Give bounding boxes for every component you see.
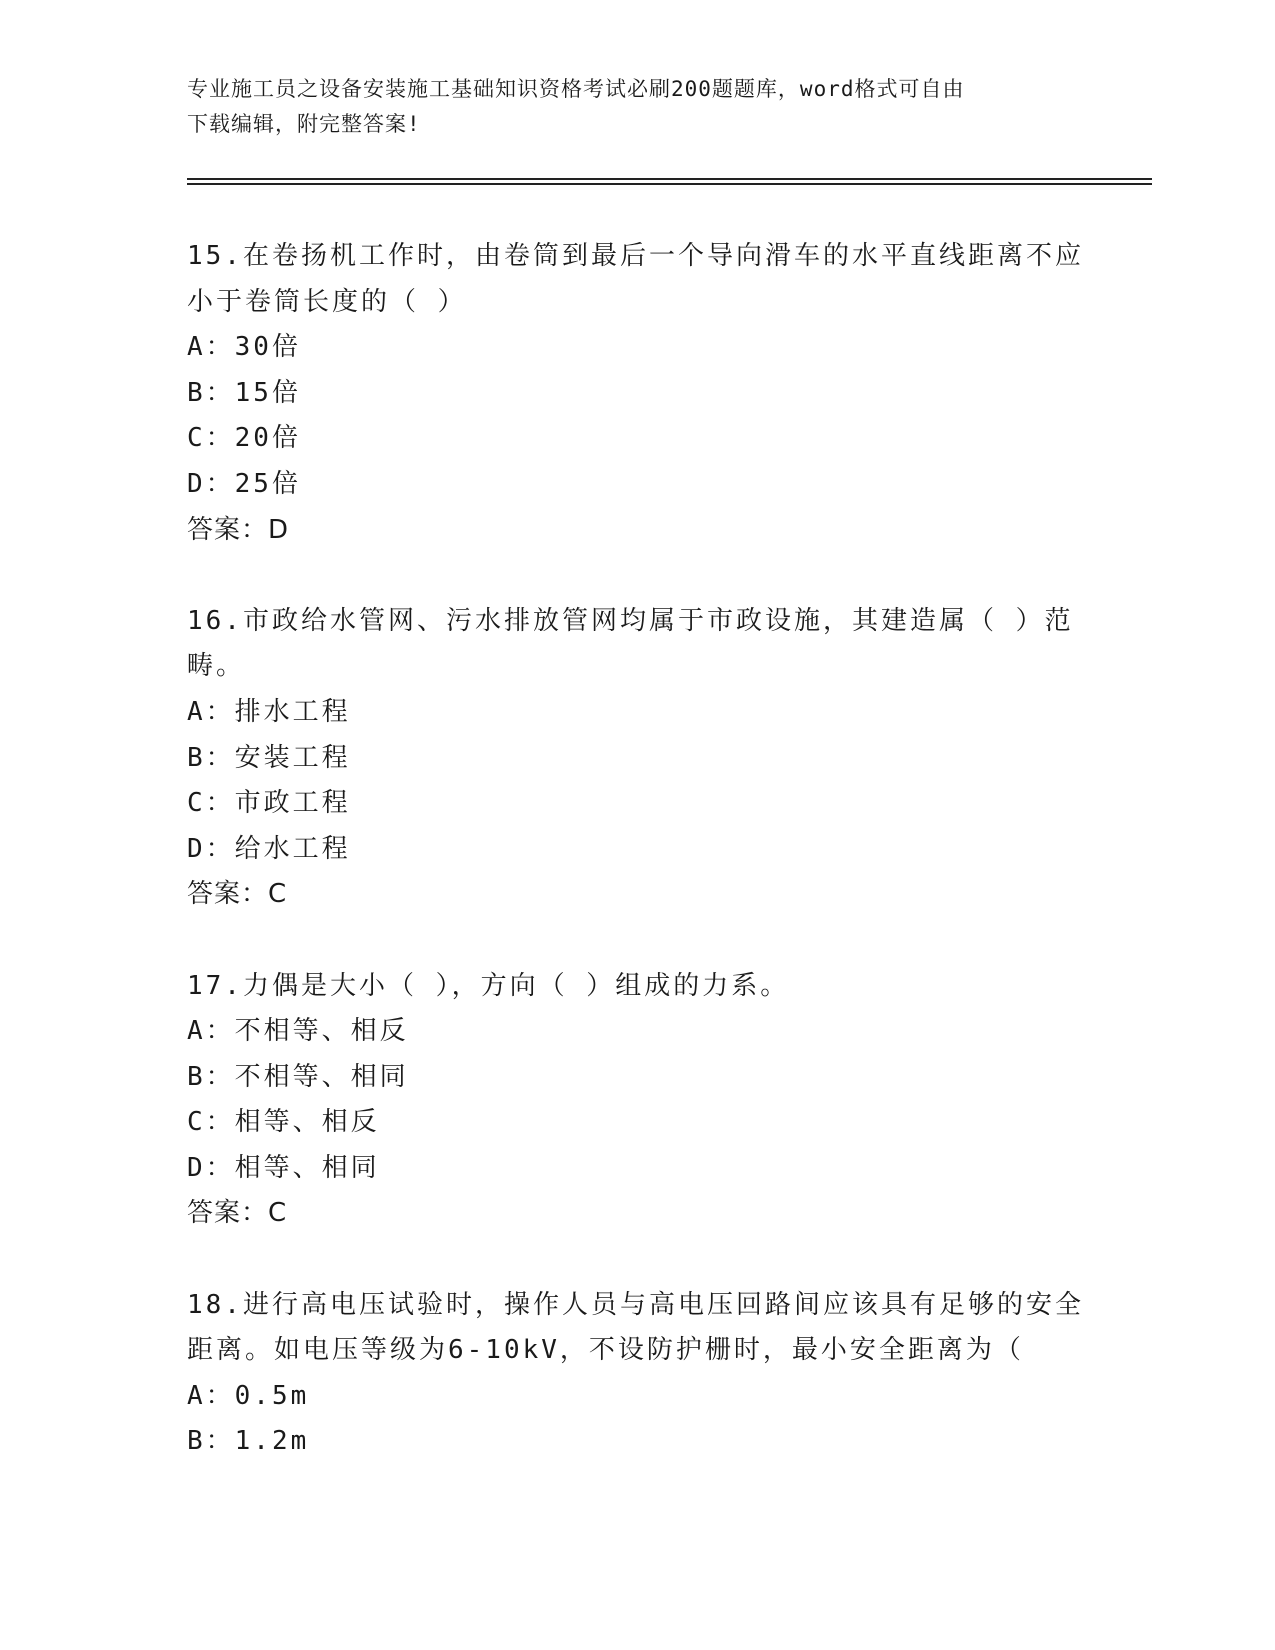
- document-header: [187, 72, 1087, 142]
- answer: 答案：C: [187, 1198, 288, 1229]
- answer: 答案：D: [187, 514, 290, 545]
- header-divider-bottom: [187, 183, 1152, 185]
- question-stem: 15.在卷扬机工作时，由卷筒到最后一个导向滑车的水平直线距离不应: [187, 241, 1084, 271]
- question-stem: 距离。如电压等级为6-10kV，不设防护栅时，最小安全距离为（: [187, 1335, 1024, 1366]
- question-stem: 畴。: [187, 651, 246, 682]
- question-stem: 18.进行高电压试验时，操作人员与高电压回路间应该具有足够的安全: [187, 1289, 1084, 1320]
- question-list: [187, 234, 1084, 1465]
- option-b: B：1.2m: [187, 1426, 310, 1457]
- option-d: D：给水工程: [187, 833, 351, 864]
- option-b: B：15倍: [187, 377, 301, 408]
- option-c: C：20倍: [187, 423, 301, 454]
- question-17: [187, 964, 1067, 1283]
- option-b: B：不相等、相同: [187, 1061, 409, 1092]
- option-d: D：相等、相同: [187, 1152, 380, 1183]
- question-stem: 17.力偶是大小（ ），方向（ ）组成的力系。: [187, 970, 790, 1001]
- question-stem: 16.市政给水管网、污水排放管网均属于市政设施，其建造属（ ）范: [187, 605, 1074, 636]
- option-b: B：安装工程: [187, 742, 351, 773]
- header-line-2: 下载编辑，附完整答案!: [187, 112, 421, 136]
- option-a: A：0.5m: [187, 1380, 310, 1411]
- option-c: C：市政工程: [187, 788, 351, 819]
- question-16: [187, 599, 1074, 964]
- option-d: D：25倍: [187, 468, 301, 499]
- option-a: A：不相等、相反: [187, 1016, 409, 1047]
- question-18: [187, 1283, 1084, 1465]
- question-stem: 小于卷筒长度的（ ）: [187, 286, 467, 317]
- answer: 答案：C: [187, 879, 288, 910]
- header-line-1: 专业施工员之设备安装施工基础知识资格考试必刷200题题库，word格式可自由: [187, 77, 965, 101]
- header-divider-top: [187, 178, 1152, 180]
- option-a: A：排水工程: [187, 696, 351, 727]
- question-15: [187, 234, 1084, 599]
- option-a: A：30倍: [187, 332, 301, 363]
- option-c: C：相等、相反: [187, 1107, 380, 1138]
